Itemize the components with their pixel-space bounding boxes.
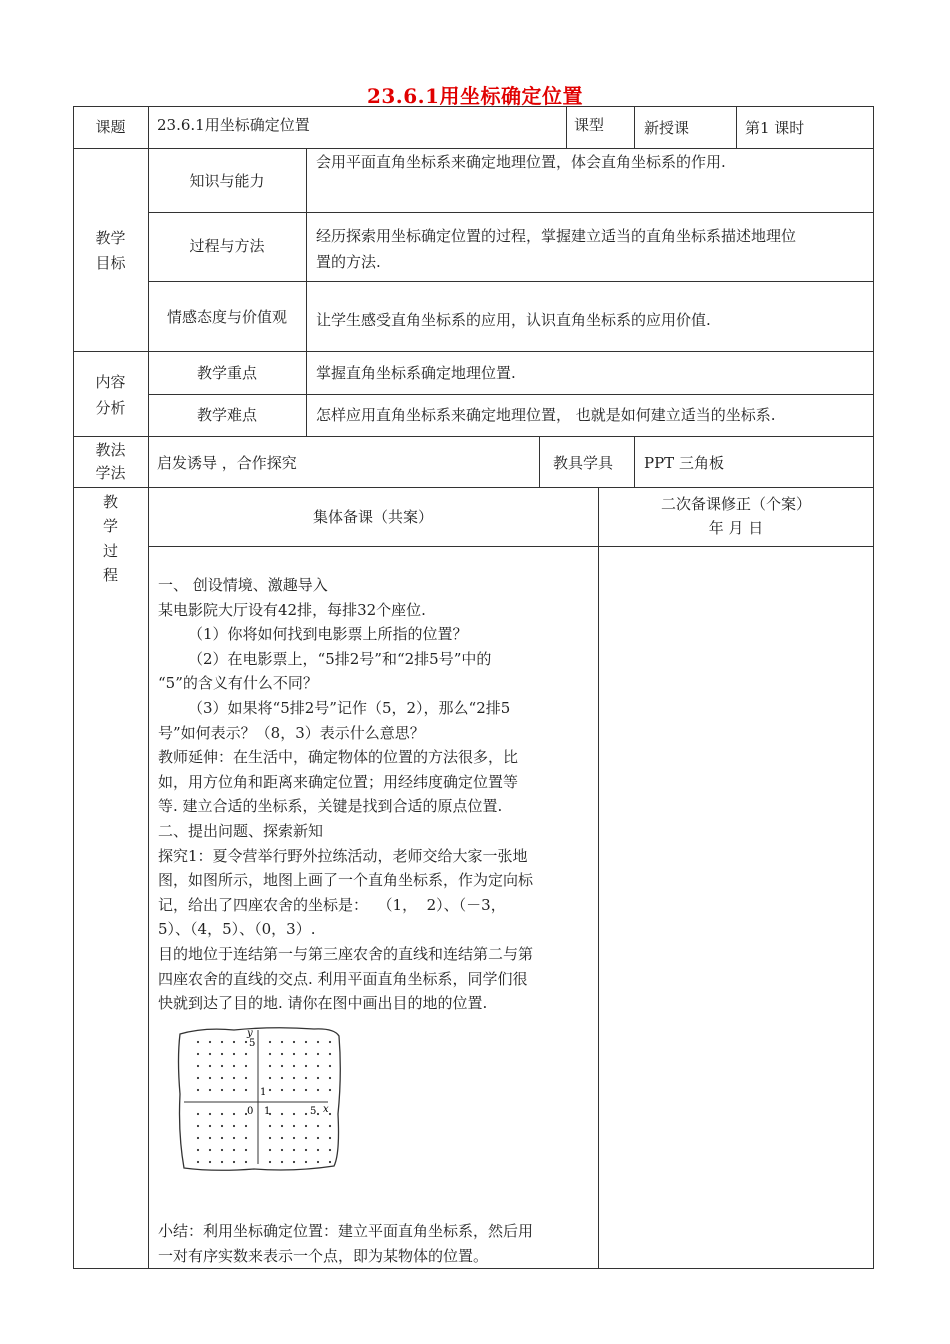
- lesson-period: 第1 课时: [745, 119, 805, 137]
- process-line: 快就到达了目的地. 请你在图中画出目的地的位置.: [158, 994, 488, 1013]
- grid-dot: [221, 1149, 223, 1151]
- grid-dot: [317, 1077, 319, 1079]
- grid-dot: [233, 1149, 235, 1151]
- grid-dot: [317, 1161, 319, 1163]
- topic-label: 课题: [95, 118, 126, 136]
- grid-dot: [293, 1041, 295, 1043]
- process-line: 如，用方位角和距离来确定位置；用经纬度确定位置等: [158, 772, 519, 791]
- process-line: （2）在电影票上，“5排2号”和“2排5号”中的: [188, 649, 492, 668]
- grid-dot: [305, 1089, 307, 1091]
- grid-dot: [317, 1149, 319, 1151]
- grid-dot: [317, 1089, 319, 1091]
- process-label-1: 教: [102, 493, 118, 511]
- process-line: （1）你将如何找到电影票上所指的位置？: [188, 625, 468, 644]
- grid-dot: [305, 1113, 307, 1115]
- grid-dot: [245, 1161, 247, 1163]
- grid-dot: [233, 1161, 235, 1163]
- process-line: 某电影院大厅设有42排，每排32个座位.: [158, 600, 426, 619]
- grid-dot: [329, 1053, 331, 1055]
- grid-dot: [269, 1065, 271, 1067]
- grid-dot: [233, 1065, 235, 1067]
- process-line: 等. 建立合适的坐标系，关键是找到合适的原点位置.: [158, 797, 503, 816]
- grid-dot: [269, 1089, 271, 1091]
- process-line: “5”的含义有什么不同？: [158, 674, 318, 693]
- objective-text-process-2: 置的方法.: [316, 253, 381, 271]
- content-label-2: 分析: [95, 399, 126, 417]
- grid-dot: [221, 1125, 223, 1127]
- grid-dot: [197, 1113, 199, 1115]
- grid-dot: [197, 1053, 199, 1055]
- process-line: 探究1：夏令营举行野外拉练活动，老师交给大家一张地: [158, 846, 528, 865]
- grid-dot: [293, 1065, 295, 1067]
- grid-dot: [197, 1089, 199, 1091]
- grid-dot: [269, 1149, 271, 1151]
- grid-dot: [305, 1065, 307, 1067]
- process-line: 目的地位于连结第一与第三座农舍的直线和连结第二与第: [158, 945, 534, 963]
- objective-name-process: 过程与方法: [189, 237, 265, 255]
- grid-dot: [233, 1137, 235, 1139]
- tick-5-x: 5: [310, 1106, 317, 1117]
- process-line: 号”如何表示？（8，3）表示什么意思？: [158, 723, 425, 742]
- grid-dot: [245, 1041, 247, 1043]
- topic-value: 23.6.1用坐标确定位置: [157, 116, 310, 134]
- grid-dot: [233, 1113, 235, 1115]
- difficult-point-label: 教学难点: [196, 406, 257, 424]
- grid-dot: [293, 1089, 295, 1091]
- grid-dot: [245, 1089, 247, 1091]
- grid-dot: [317, 1137, 319, 1139]
- grid-dot: [305, 1053, 307, 1055]
- grid-dot: [245, 1149, 247, 1151]
- grid-dot: [269, 1041, 271, 1043]
- grid-dot: [209, 1161, 211, 1163]
- grid-dot: [305, 1077, 307, 1079]
- axis-y-label: y: [247, 1028, 253, 1039]
- process-line: 四座农舍的直线的交点. 利用平面直角坐标系，同学们很: [158, 969, 528, 988]
- grid-dot: [305, 1161, 307, 1163]
- grid-dot: [281, 1149, 283, 1151]
- objective-name-attitude: 情感态度与价值观: [166, 308, 287, 326]
- tools-text: PPT 三角板: [644, 454, 724, 472]
- grid-dot: [197, 1137, 199, 1139]
- grid-dot: [293, 1077, 295, 1079]
- grid-dot: [329, 1041, 331, 1043]
- grid-dot: [209, 1053, 211, 1055]
- grid-dot: [317, 1113, 319, 1115]
- grid-dot: [305, 1149, 307, 1151]
- tools-label: 教具学具: [553, 454, 614, 472]
- process-line: 教师延伸：在生活中，确定物体的位置的方法很多，比: [158, 748, 519, 767]
- grid-dot: [197, 1125, 199, 1127]
- map-border: [179, 1028, 341, 1171]
- grid-dot: [245, 1137, 247, 1139]
- grid-dot: [293, 1053, 295, 1055]
- page-title: 23.6.1用坐标确定位置: [366, 84, 584, 108]
- grid-dot: [281, 1089, 283, 1091]
- lesson-type-value: 新授课: [644, 119, 690, 137]
- method-label-2: 学法: [95, 464, 126, 482]
- tick-1-x: 1: [264, 1106, 271, 1117]
- content-label-1: 内容: [95, 373, 126, 391]
- objective-text-knowledge: 会用平面直角坐标系来确定地理位置，体会直角坐标系的作用.: [316, 153, 726, 171]
- second-plan-header-1: 二次备课修正（个案）: [660, 495, 811, 513]
- grid-dot: [197, 1065, 199, 1067]
- grid-dot: [209, 1089, 211, 1091]
- grid-dot: [197, 1077, 199, 1079]
- grid-dot: [197, 1149, 199, 1151]
- grid-dot: [305, 1041, 307, 1043]
- grid-dot: [281, 1041, 283, 1043]
- grid-dot: [317, 1125, 319, 1127]
- grid-dot: [233, 1089, 235, 1091]
- grid-dot: [245, 1065, 247, 1067]
- grid-dot: [293, 1137, 295, 1139]
- objective-name-knowledge: 知识与能力: [189, 172, 265, 190]
- grid-dot: [293, 1149, 295, 1151]
- grid-dot: [317, 1041, 319, 1043]
- grid-dot: [293, 1161, 295, 1163]
- grid-dot: [221, 1077, 223, 1079]
- method-text: 启发诱导 ，合作探究: [157, 454, 297, 472]
- process-line: 二、提出问题、探索新知: [158, 822, 324, 840]
- grid-dot: [329, 1137, 331, 1139]
- grid-dot: [281, 1053, 283, 1055]
- grid-dot: [329, 1065, 331, 1067]
- grid-dot: [317, 1065, 319, 1067]
- grid-dot: [281, 1113, 283, 1115]
- grid-dot: [221, 1053, 223, 1055]
- grid-dot: [233, 1053, 235, 1055]
- summary-line-1: 小结：利用坐标确定位置：建立平面直角坐标系，然后用: [158, 1222, 534, 1240]
- grid-dot: [281, 1077, 283, 1079]
- method-label-1: 教法: [95, 441, 126, 459]
- tick-5-y: 5: [249, 1038, 256, 1049]
- grid-dot: [197, 1041, 199, 1043]
- process-line: 图，如图所示，地图上画了一个直角坐标系，作为定向标: [158, 871, 534, 890]
- grid-dot: [293, 1113, 295, 1115]
- grid-dot: [329, 1161, 331, 1163]
- summary-line-2: 一对有序实数来表示一个点，即为某物体的位置。: [158, 1247, 489, 1265]
- grid-dot: [209, 1137, 211, 1139]
- grid-dot: [233, 1041, 235, 1043]
- grid-dot: [305, 1125, 307, 1127]
- grid-dot: [269, 1053, 271, 1055]
- grid-dot: [221, 1041, 223, 1043]
- objective-text-process-1: 经历探索用坐标确定位置的过程，掌握建立适当的直角坐标系描述地理位: [316, 227, 797, 245]
- process-line: 5）、（4，5）、（0，3）.: [158, 920, 316, 939]
- objective-text-attitude: 让学生感受直角坐标系的应用，认识直角坐标系的应用价值.: [316, 311, 711, 329]
- grid-dot: [269, 1077, 271, 1079]
- grid-dot: [317, 1053, 319, 1055]
- key-point-text: 掌握直角坐标系确定地理位置.: [316, 364, 516, 382]
- origin-label: 0: [247, 1106, 254, 1117]
- grid-dot: [269, 1137, 271, 1139]
- grid-dot: [221, 1113, 223, 1115]
- grid-dot: [329, 1077, 331, 1079]
- difficult-point-text: 怎样应用直角坐标系来确定地理位置， 也就是如何建立适当的坐标系.: [316, 406, 776, 424]
- process-line: （3）如果将“5排2号”记作（5，2），那么“2排5: [188, 699, 511, 717]
- grid-dot: [245, 1125, 247, 1127]
- grid-dot: [281, 1065, 283, 1067]
- process-label-3: 过: [102, 542, 118, 560]
- grid-dot: [221, 1065, 223, 1067]
- grid-dot: [197, 1161, 199, 1163]
- grid-dot: [269, 1125, 271, 1127]
- grid-dot: [245, 1053, 247, 1055]
- process-label-4: 程: [102, 566, 118, 584]
- grid-dot: [281, 1137, 283, 1139]
- grid-dot: [329, 1089, 331, 1091]
- coordinate-grid-figure: [174, 1024, 344, 1174]
- grid-dot: [209, 1125, 211, 1127]
- grid-dot: [329, 1113, 331, 1115]
- grid-dot: [281, 1125, 283, 1127]
- grid-dot: [305, 1137, 307, 1139]
- grid-dot: [245, 1077, 247, 1079]
- axis-x-label: x: [323, 1104, 329, 1115]
- grid-dot: [221, 1161, 223, 1163]
- key-point-label: 教学重点: [196, 364, 257, 382]
- second-plan-header-2: 年 月 日: [708, 519, 764, 537]
- grid-dot: [209, 1077, 211, 1079]
- lesson-type-label: 课型: [574, 116, 605, 134]
- grid-dot: [329, 1125, 331, 1127]
- objectives-label-2: 目标: [95, 254, 126, 272]
- grid-dot: [281, 1161, 283, 1163]
- grid-dot: [233, 1077, 235, 1079]
- grid-dot: [209, 1113, 211, 1115]
- objectives-label-1: 教学: [95, 229, 126, 247]
- shared-plan-header: 集体备课（共案）: [312, 508, 433, 526]
- process-label-2: 学: [102, 517, 118, 535]
- grid-dot: [293, 1125, 295, 1127]
- process-line: 记，给出了四座农舍的坐标是： （1， 2）、（－3，: [158, 895, 506, 914]
- grid-dot: [209, 1041, 211, 1043]
- tick-1-y: 1: [260, 1087, 267, 1098]
- grid-dot: [221, 1089, 223, 1091]
- grid-dot: [233, 1125, 235, 1127]
- grid-dot: [209, 1065, 211, 1067]
- grid-dot: [269, 1161, 271, 1163]
- grid-dot: [329, 1149, 331, 1151]
- grid-dot: [221, 1137, 223, 1139]
- process-line: 一、 创设情境、激趣导入: [158, 576, 328, 594]
- grid-dot: [209, 1149, 211, 1151]
